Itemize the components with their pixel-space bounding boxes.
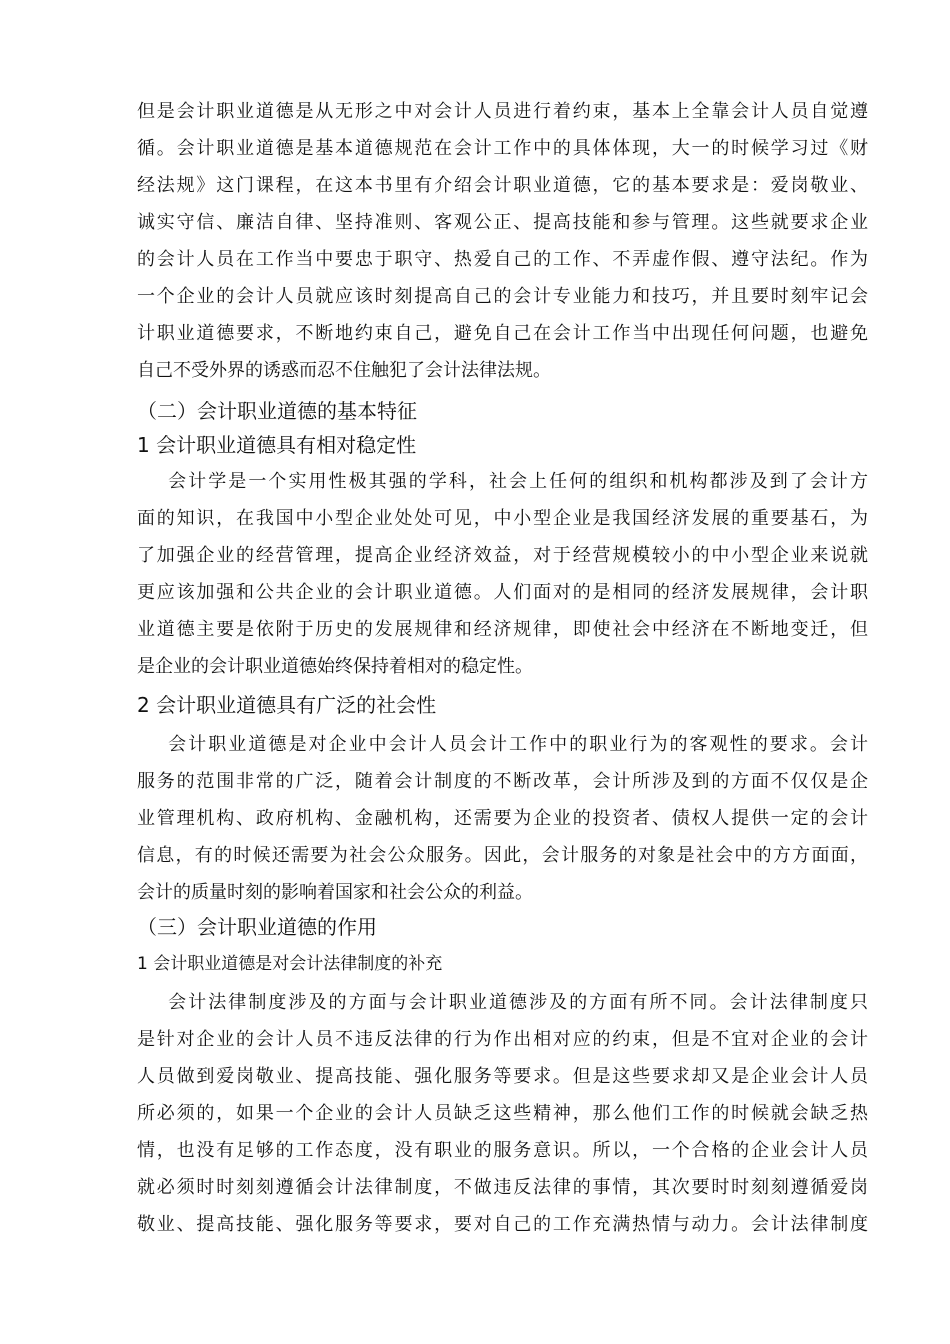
text-line: 信息，有的时候还需要为社会公众服务。因此，会计服务的对象是社会中的方方面面， [137,845,868,866]
text-line: 诚实守信、廉洁自律、坚持准则、客观公正、提高技能和参与管理。这些就要求企业 [137,212,868,233]
subsection-heading-social-nature: 2 会计职业道德具有广泛的社会性 [137,693,437,717]
text-line: 经法规》这门课程，在这本书里有介绍会计职业道德，它的基本要求是：爱岗敬业、 [137,175,868,196]
text-line: 会计职业道德是对企业中会计人员会计工作中的职业行为的客观性的要求。会计 [137,734,868,755]
text-line: 会计学是一个实用性极其强的学科，社会上任何的组织和机构都涉及到了会计方 [137,471,868,492]
paragraph-stability [137,463,868,685]
text-line: 会计法律制度涉及的方面与会计职业道德涉及的方面有所不同。会计法律制度只 [137,992,868,1013]
text-line: 敬业、提高技能、强化服务等要求，要对自己的工作充满热情与动力。会计法律制度 [137,1214,868,1235]
text-line: 面的知识，在我国中小型企业处处可见，中小型企业是我国经济发展的重要基石，为 [137,508,868,529]
text-line: 是企业的会计职业道德始终保持着相对的稳定性。 [137,656,533,677]
text-line: 循。会计职业道德是基本道德规范在会计工作中的具体体现，大一的时候学习过《财 [137,138,868,159]
text-line: 计职业道德要求，不断地约束自己，避免自己在会计工作当中出现任何问题，也避免 [137,323,868,344]
text-line: 是针对企业的会计人员不违反法律的行为作出相对应的约束，但是不宜对企业的会计 [137,1029,868,1050]
section-heading-function: （三）会计职业道德的作用 [137,915,377,939]
subsection-heading-stability: 1 会计职业道德具有相对稳定性 [137,433,417,457]
text-line: 情，也没有足够的工作态度，没有职业的服务意识。所以，一个合格的企业会计人员 [137,1140,868,1161]
text-line: 了加强企业的经营管理，提高企业经济效益，对于经营规模较小的中小型企业来说就 [137,545,868,566]
text-line: 就必须时时刻刻遵循会计法律制度，不做违反法律的事情，其次要时时刻刻遵循爱岗 [137,1177,868,1198]
paragraph-professional-ethics-intro [137,93,868,389]
text-line: 更应该加强和公共企业的会计职业道德。人们面对的是相同的经济发展规律，会计职 [137,582,868,603]
text-line: 业道德主要是依附于历史的发展规律和经济规律，即使社会中经济在不断地变迁，但 [137,619,868,640]
paragraph-social-nature [137,726,868,911]
text-line: 业管理机构、政府机构、金融机构，还需要为企业的投资者、债权人提供一定的会计 [137,808,868,829]
text-line: 人员做到爱岗敬业、提高技能、强化服务等要求。但是这些要求却又是企业会计人员 [137,1066,868,1087]
text-line: 服务的范围非常的广泛，随着会计制度的不断改革，会计所涉及到的方面不仅仅是企 [137,771,868,792]
text-line: 一个企业的会计人员就应该时刻提高自己的会计专业能力和技巧，并且要时刻牢记会 [137,286,868,307]
paragraph-supplement [137,984,868,1243]
subsection-heading-supplement: 1 会计职业道德是对会计法律制度的补充 [137,954,443,974]
text-line: 会计的质量时刻的影响着国家和社会公众的利益。 [137,882,533,903]
text-line: 的会计人员在工作当中要忠于职守、热爱自己的工作、不弄虚作假、遵守法纪。作为 [137,249,868,270]
text-line: 自己不受外界的诱惑而忍不住触犯了会计法律法规。 [137,360,551,381]
section-heading-basic-features: （二）会计职业道德的基本特征 [137,399,417,423]
text-line: 所必须的，如果一个企业的会计人员缺乏这些精神，那么他们工作的时候就会缺乏热 [137,1103,868,1124]
text-line: 但是会计职业道德是从无形之中对会计人员进行着约束，基本上全靠会计人员自觉遵 [137,101,868,122]
